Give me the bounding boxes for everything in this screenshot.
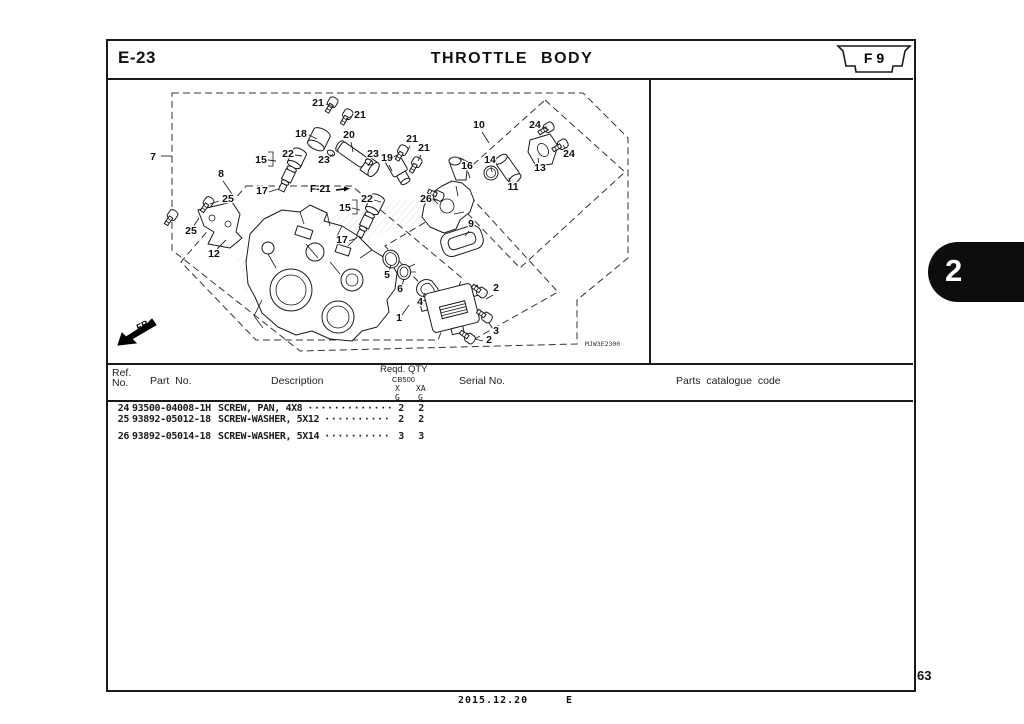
callout-15: 15 bbox=[339, 202, 351, 214]
section-code: E-23 bbox=[118, 48, 156, 67]
subassembly-right-drawing bbox=[422, 121, 570, 259]
col-header-model: CB500 bbox=[392, 375, 415, 384]
page-title: THROTTLE BODY bbox=[430, 50, 594, 67]
callout-6: 6 bbox=[397, 283, 403, 295]
callout-15: 15 bbox=[255, 154, 267, 166]
callout-5: 5 bbox=[384, 269, 390, 281]
cell-qty-x: 2 bbox=[398, 414, 404, 425]
fr-arrow bbox=[118, 317, 156, 345]
cell-qty-xa: 3 bbox=[418, 431, 424, 442]
table-row bbox=[107, 414, 913, 426]
callout-leader-2 bbox=[475, 339, 483, 341]
cell-part-no: 93892-05014-18 bbox=[132, 431, 211, 442]
side-tab-number: 2 bbox=[945, 253, 963, 288]
dot-leader: ············· bbox=[307, 403, 394, 414]
callout-24: 24 bbox=[529, 119, 541, 131]
callout-4: 4 bbox=[417, 296, 423, 308]
callout-20: 20 bbox=[343, 129, 355, 141]
col-header-reqd-qty: Reqd. QTY bbox=[380, 364, 428, 375]
subassembly-bottom-drawing bbox=[380, 248, 493, 345]
col-header-xa: XA bbox=[416, 384, 426, 393]
callout-leader-1 bbox=[402, 305, 409, 315]
col-header-x: X bbox=[395, 384, 400, 393]
callout-17: 17 bbox=[256, 185, 268, 197]
callout-25: 25 bbox=[185, 225, 197, 237]
callout-13: 13 bbox=[534, 162, 546, 174]
col-header-g1: G bbox=[395, 393, 400, 402]
callout-21: 21 bbox=[418, 142, 430, 154]
callout-14: 14 bbox=[484, 154, 496, 166]
callout-19: 19 bbox=[381, 152, 393, 164]
col-header-part-no: Part No. bbox=[150, 375, 192, 387]
cell-ref-no: 25 bbox=[117, 414, 129, 425]
col-header-description: Description bbox=[271, 375, 324, 387]
footer-date: 2015.12.20 bbox=[458, 695, 529, 706]
callout-24: 24 bbox=[563, 148, 575, 160]
col-header-serial-no: Serial No. bbox=[459, 375, 506, 387]
callout-leader-15 bbox=[268, 160, 276, 161]
page-number: 63 bbox=[917, 668, 932, 683]
table-header-rule bbox=[107, 400, 913, 402]
callout-2: 2 bbox=[486, 334, 492, 346]
callout-22: 22 bbox=[282, 148, 294, 160]
injector-upper-drawing bbox=[275, 95, 423, 193]
cell-ref-no: 26 bbox=[117, 431, 129, 442]
f21-reference bbox=[310, 184, 350, 195]
callout-26: 26 bbox=[420, 193, 432, 205]
callout-9: 9 bbox=[468, 218, 474, 230]
cell-qty-x: 3 bbox=[398, 431, 404, 442]
callout-21: 21 bbox=[406, 133, 418, 145]
cell-description: SCREW-WASHER, 5X14 ·········· bbox=[218, 431, 391, 442]
callout-22: 22 bbox=[361, 193, 373, 205]
callout-23: 23 bbox=[367, 148, 379, 160]
callout-2: 2 bbox=[493, 282, 499, 294]
callout-leader-10 bbox=[482, 132, 489, 143]
col-header-ref-no: Ref. No. bbox=[112, 367, 132, 389]
callout-3: 3 bbox=[493, 325, 499, 337]
cell-description: SCREW, PAN, 4X8 ············· bbox=[218, 403, 394, 414]
dot-leader: ·········· bbox=[324, 431, 391, 442]
callout-10: 10 bbox=[473, 119, 485, 131]
col-header-g2: G bbox=[418, 393, 423, 402]
callout-11: 11 bbox=[507, 181, 519, 193]
callout-25: 25 bbox=[222, 193, 234, 205]
page-ref-tab-label: F 9 bbox=[863, 50, 885, 66]
cell-qty-xa: 2 bbox=[418, 414, 424, 425]
exploded-parts-diagram bbox=[107, 78, 650, 365]
footer-edition: E bbox=[566, 695, 574, 706]
callout-1: 1 bbox=[396, 312, 402, 324]
callout-17: 17 bbox=[336, 234, 348, 246]
callout-leader-17 bbox=[269, 189, 278, 192]
cell-description: SCREW-WASHER, 5X12 ·········· bbox=[218, 414, 391, 425]
callout-18: 18 bbox=[295, 128, 307, 140]
cell-qty-x: 2 bbox=[398, 403, 404, 414]
cell-ref-no: 24 bbox=[117, 403, 129, 414]
callout-7: 7 bbox=[150, 151, 156, 163]
page-ref-tab bbox=[833, 42, 915, 76]
cell-qty-xa: 2 bbox=[418, 403, 424, 414]
side-tab bbox=[928, 242, 1024, 302]
cell-part-no: 93892-05012-18 bbox=[132, 414, 211, 425]
callout-8: 8 bbox=[218, 168, 224, 180]
callout-12: 12 bbox=[208, 248, 220, 260]
callout-leader-2 bbox=[486, 295, 493, 299]
callout-16: 16 bbox=[461, 160, 473, 172]
f21-label: F-21 bbox=[310, 184, 331, 195]
col-header-parts-catalogue-code: Parts catalogue code bbox=[676, 375, 781, 387]
diagram-code: MJW3E2300 bbox=[585, 340, 621, 348]
dot-leader: ·········· bbox=[324, 414, 391, 425]
callout-21: 21 bbox=[354, 109, 366, 121]
fr-label: FR. bbox=[134, 317, 152, 333]
callout-leader-16 bbox=[468, 172, 470, 178]
cell-part-no: 93500-04008-1H bbox=[132, 403, 211, 414]
table-row bbox=[107, 431, 913, 443]
callout-23: 23 bbox=[318, 154, 330, 166]
callout-21: 21 bbox=[312, 97, 324, 109]
